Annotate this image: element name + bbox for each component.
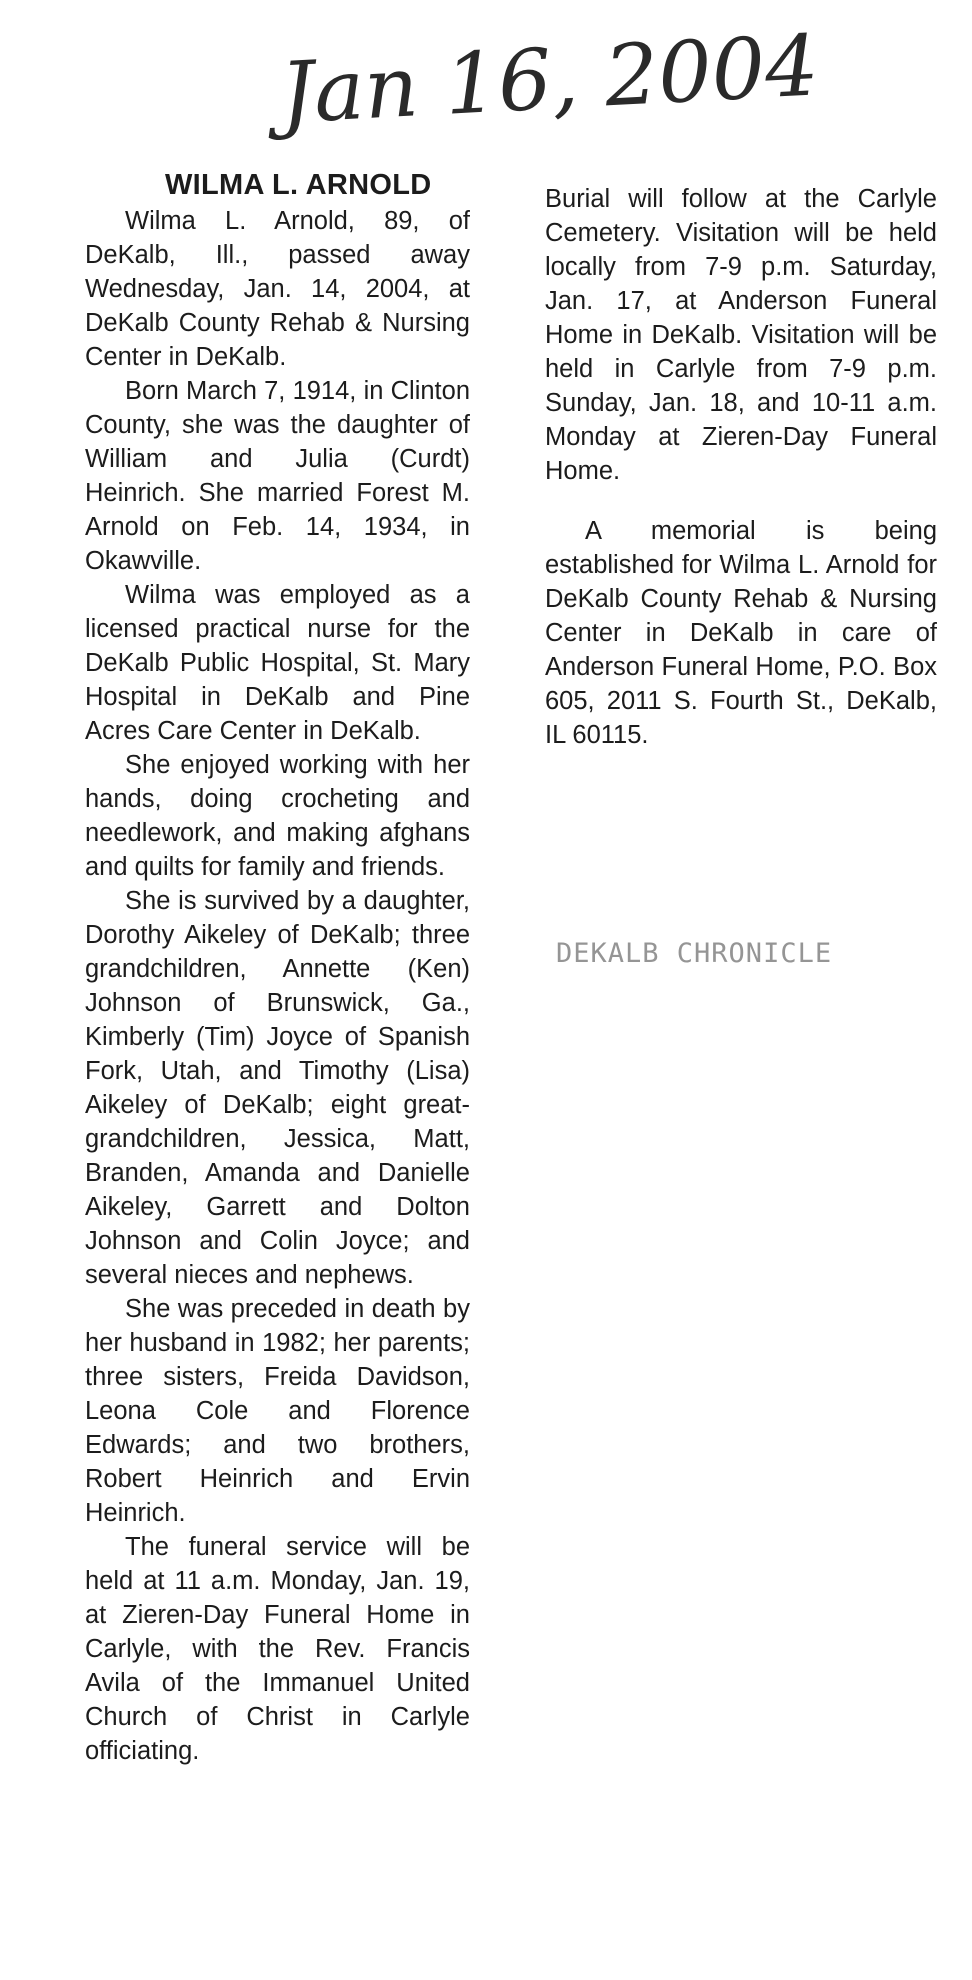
obituary-paragraph-hobbies: She enjoyed working with her hands, doing crocheting and needlework, and making afghans and quilts for family and friends. (85, 751, 470, 881)
obituary-paragraph-burial-visitation: Burial will follow at the Carlyle Cemetery. Visitation will be held locally from 7-9 p.m. Saturday, Jan. 17, at Anderson Funeral Home in DeKalb. Visitation will be held in Carlyle from 7-9 p.m. Sunday, Jan. 18, and 10-11 a.m. Monday at Zieren-Day Funeral Home. (545, 185, 937, 485)
obituary-paragraph-funeral-service: The funeral service will be held at 11 a.m. Monday, Jan. 19, at Zieren-Day Funeral Home in Carlyle, with the Rev. Francis Avila of the Immanuel United Church of Christ in Carlyle officiating. (85, 1533, 470, 1765)
handwritten-date-text: Jan 16, 2004 (277, 16, 821, 143)
obituary-left-column (85, 166, 470, 1768)
obituary-paragraph-survivors: She is survived by a daughter, Dorothy Aikeley of DeKalb; three grandchildren, Annette (Ken) Johnson of Brunswick, Ga., Kimberly (Tim) Joyce of Spanish Fork, Utah, and Timothy (Lisa) Aikeley of DeKalb; eight great-grandchildren, Jessica, Matt, Branden, Amanda and Danielle Aikeley, Garrett and Dolton Johnson and Colin Joyce; and several nieces and nephews. (85, 887, 470, 1289)
obituary-right-column (545, 182, 937, 752)
obituary-headline: WILMA L. ARNOLD (165, 169, 432, 201)
obituary-paragraph-memorial: A memorial is being established for Wilma L. Arnold for DeKalb County Rehab & Nursing Center in DeKalb in care of Anderson Funeral Home, P.O. Box 605, 2011 S. Fourth St., DeKalb, IL 60115. (545, 517, 937, 749)
source-stamp: DEKALB CHRONICLE (556, 938, 833, 969)
obituary-paragraph-preceded: She was preceded in death by her husband in 1982; her parents; three sisters, Freida Davidson, Leona Cole and Florence Edwards; and two brothers, Robert Heinrich and Ervin Heinrich. (85, 1295, 470, 1527)
obituary-paragraph-employment: Wilma was employed as a licensed practical nurse for the DeKalb Public Hospital, St. Mary Hospital in DeKalb and Pine Acres Care Center in DeKalb. (85, 581, 470, 745)
obituary-paragraph-death-notice: Wilma L. Arnold, 89, of DeKalb, Ill., passed away Wednesday, Jan. 14, 2004, at DeKalb County Rehab & Nursing Center in DeKalb. (85, 207, 470, 371)
obituary-paragraph-birth: Born March 7, 1914, in Clinton County, she was the daughter of William and Julia (Curdt) Heinrich. She married Forest M. Arnold on Feb. 14, 1934, in Okawville. (85, 377, 470, 575)
handwritten-date (277, 16, 821, 143)
